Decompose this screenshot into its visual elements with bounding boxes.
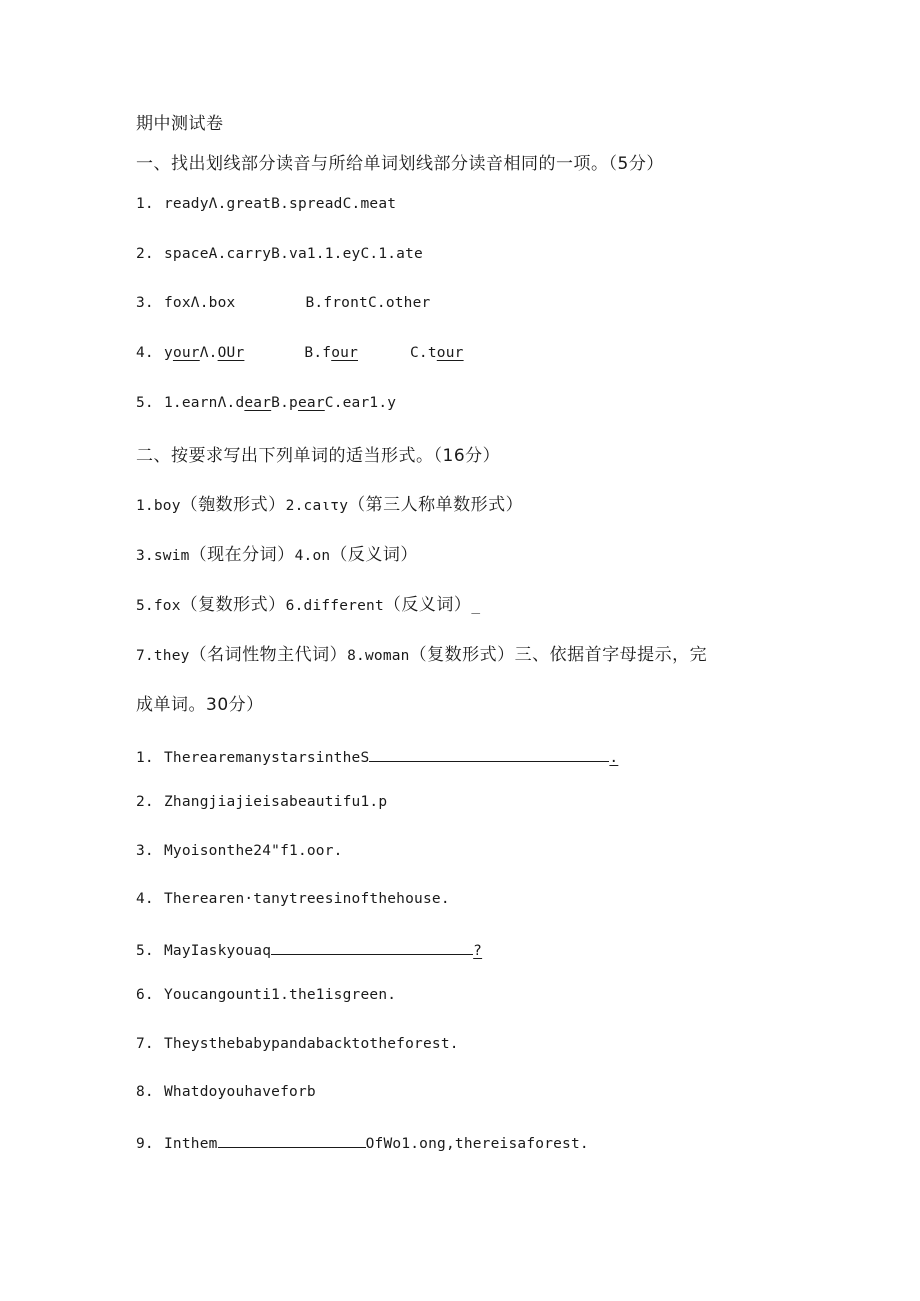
- s2-line-2: [136, 540, 418, 565]
- answer-blank: _: [471, 598, 481, 614]
- s3-question-4: [136, 891, 450, 907]
- word: 4.on: [294, 548, 331, 564]
- question-end: OfWo1.ong,thereisaforest.: [365, 1136, 589, 1152]
- question-number: 6.: [136, 987, 154, 1003]
- question-text: TherearemanystarsintheS: [164, 750, 370, 766]
- question-number: 9.: [136, 1136, 154, 1152]
- question-text: Theysthebabypandabacktotheforest.: [164, 1036, 459, 1052]
- option-text: C.ear1.y: [324, 395, 397, 411]
- question-number: 4.: [136, 891, 154, 907]
- instruction: （复数形式）三、依据首字母提示，完: [409, 645, 708, 665]
- s3-question-8: [136, 1084, 316, 1100]
- word: 5.fox: [136, 598, 181, 614]
- question-text: Therearen·tanytreesinofthehouse.: [164, 891, 450, 907]
- s1-question-1: [136, 196, 396, 212]
- instruction: （复数形式）: [180, 595, 286, 615]
- question-number: 3.: [136, 843, 154, 859]
- underlined-part: OUr: [217, 345, 245, 361]
- s1-question-4: [136, 345, 464, 361]
- answer-blank[interactable]: [218, 1132, 366, 1148]
- question-number: 4.: [136, 345, 154, 361]
- question-text: MayIaskyouaq: [164, 943, 272, 959]
- s1-question-3: [136, 295, 430, 311]
- question-text: Whatdoyouhaveforb: [164, 1084, 316, 1100]
- option-bc: B.frontC.other: [305, 295, 431, 311]
- s3-question-9: [136, 1132, 589, 1152]
- question-number: 1.: [136, 750, 154, 766]
- option-a: foxΛ.box: [164, 295, 236, 311]
- instruction: （反义词）: [330, 545, 418, 565]
- page-title: 期中测试卷: [136, 114, 224, 134]
- instruction: （现在分词）: [189, 545, 295, 565]
- question-text: Inthem: [164, 1136, 218, 1152]
- instruction: （名词性物主代词）: [189, 645, 348, 665]
- s2-line-1: [136, 490, 523, 515]
- option-text: B.p: [271, 395, 298, 411]
- underlined-part: ear: [244, 395, 272, 411]
- underlined-part: our: [172, 345, 200, 361]
- question-end: .: [609, 750, 619, 766]
- answer-blank[interactable]: [369, 746, 609, 762]
- option-b-text: B.f: [304, 345, 332, 361]
- s2-line-3: [136, 590, 480, 615]
- option-a-text: Λ.: [199, 345, 218, 361]
- s3-question-5: [136, 939, 482, 959]
- section2-heading: 二、按要求写出下列单词的适当形式。（16分）: [136, 446, 501, 466]
- question-number: 8.: [136, 1084, 154, 1100]
- underlined-part: ear: [297, 395, 325, 411]
- word: 3.swim: [136, 548, 190, 564]
- question-number: 3.: [136, 295, 154, 311]
- s1-question-2: [136, 246, 423, 262]
- instruction: （第三人称单数形式）: [348, 495, 524, 515]
- question-text: Myoisonthe24"f1.oor.: [164, 843, 343, 859]
- option-c-text: C.t: [410, 345, 437, 361]
- option-text: 1.earnΛ.d: [164, 395, 245, 411]
- question-text: Youcangounti1.the1isgreen.: [164, 987, 397, 1003]
- underlined-part: our: [436, 345, 464, 361]
- question-number: 2.: [136, 246, 154, 262]
- question-number: 5.: [136, 395, 154, 411]
- question-text: spaceA.carryB.va1.1.eyC.1.ate: [164, 246, 423, 262]
- word: 6.different: [285, 598, 384, 614]
- instruction: （匏数形式）: [180, 495, 286, 515]
- word: 8.woman: [347, 648, 410, 664]
- s1-question-5: [136, 395, 396, 411]
- s3-question-1: [136, 746, 618, 766]
- question-text: Zhangjiajieisabeautifu1.p: [164, 794, 388, 810]
- s3-question-6: [136, 987, 396, 1003]
- s2-line-4: [136, 640, 707, 665]
- question-text: readyΛ.greatB.spreadC.meat: [164, 196, 397, 212]
- question-end: ?: [473, 943, 483, 959]
- instruction: （反义词）: [383, 595, 472, 615]
- section3-heading-cont: 成单词。30分）: [136, 695, 264, 715]
- word: 2.caιτy: [285, 498, 349, 514]
- question-number: 5.: [136, 943, 154, 959]
- underlined-part: our: [331, 345, 358, 361]
- word: 1.boy: [136, 498, 181, 514]
- question-number: 2.: [136, 794, 154, 810]
- word: 7.they: [136, 648, 190, 664]
- answer-blank[interactable]: [271, 939, 473, 955]
- word-text: y: [164, 345, 173, 361]
- s3-question-7: [136, 1036, 459, 1052]
- s3-question-2: [136, 794, 387, 810]
- question-number: 1.: [136, 196, 154, 212]
- question-number: 7.: [136, 1036, 154, 1052]
- s3-question-3: [136, 843, 343, 859]
- section1-heading: 一、找出划线部分读音与所给单词划线部分读音相同的一项。（5分）: [136, 154, 664, 174]
